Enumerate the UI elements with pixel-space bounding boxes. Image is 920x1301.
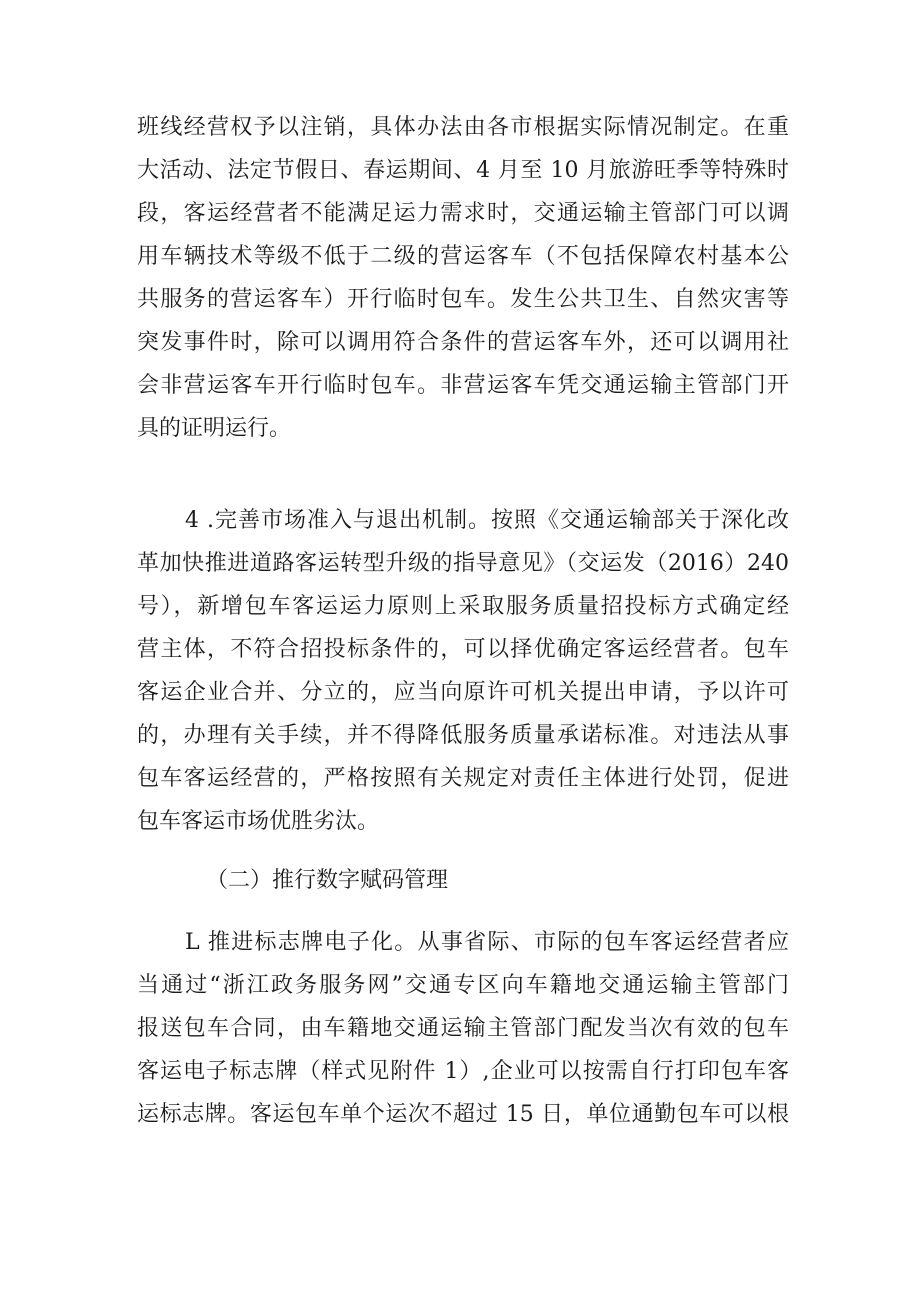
text-line: 报送包车合同，由车籍地交通运输主管部门配发当次有效的包车 [137, 1016, 789, 1041]
paragraph-start-line: 4 .完善市场准入与退出机制。按照《交通运输部关于深化改 [185, 508, 789, 533]
text-line: 运标志牌。客运包车单个运次不超过 15 日，单位通勤包车可以根 [137, 1102, 789, 1127]
text-line: 包车客运经营的，严格按照有关规定对责任主体进行处罚，促进 [137, 766, 789, 791]
text-line: 客运电子标志牌（样式见附件 1）,企业可以按需自行打印包车客 [137, 1059, 789, 1084]
text-line: 革加快推进道路客运转型升级的指导意见》（交运发（2016）240 [137, 551, 789, 576]
text-line: 段，客运经营者不能满足运力需求时，交通运输主管部门可以调 [137, 201, 789, 226]
paragraph-start-line: L 推进标志牌电子化。从事省际、市际的包车客运经营者应 [185, 930, 789, 955]
text-line: 客运企业合并、分立的，应当向原许可机关提出申请，予以许可 [137, 680, 789, 705]
text-line: 用车辆技术等级不低于二级的营运客车（不包括保障农村基本公 [137, 244, 789, 269]
text-line: 包车客运市场优胜劣汰。 [137, 809, 380, 834]
text-line: 当通过“浙江政务服务网”交通专区向车籍地交通运输主管部门 [137, 973, 789, 998]
text-line: 共服务的营运客车）开行临时包车。发生公共卫生、自然灾害等 [137, 287, 789, 312]
text-line: 突发事件时，除可以调用符合条件的营运客车外，还可以调用社 [137, 330, 789, 355]
text-line: 号），新增包车客运运力原则上采取服务质量招投标方式确定经 [137, 594, 789, 619]
text-line: 具的证明运行。 [137, 416, 292, 441]
text-line: 班线经营权予以注销，具体办法由各市根据实际情况制定。在重 [137, 115, 789, 140]
section-heading: （二）推行数字赋码管理 [206, 868, 449, 893]
text-line: 大活动、法定节假日、春运期间、4 月至 10 月旅游旺季等特殊时 [137, 158, 789, 183]
text-line: 会非营运客车开行临时包车。非营运客车凭交通运输主管部门开 [137, 373, 789, 398]
text-line: 营主体，不符合招投标条件的，可以择优确定客运经营者。包车 [137, 637, 789, 662]
text-line: 的，办理有关手续，并不得降低服务质量承诺标准。对违法从事 [137, 723, 789, 748]
